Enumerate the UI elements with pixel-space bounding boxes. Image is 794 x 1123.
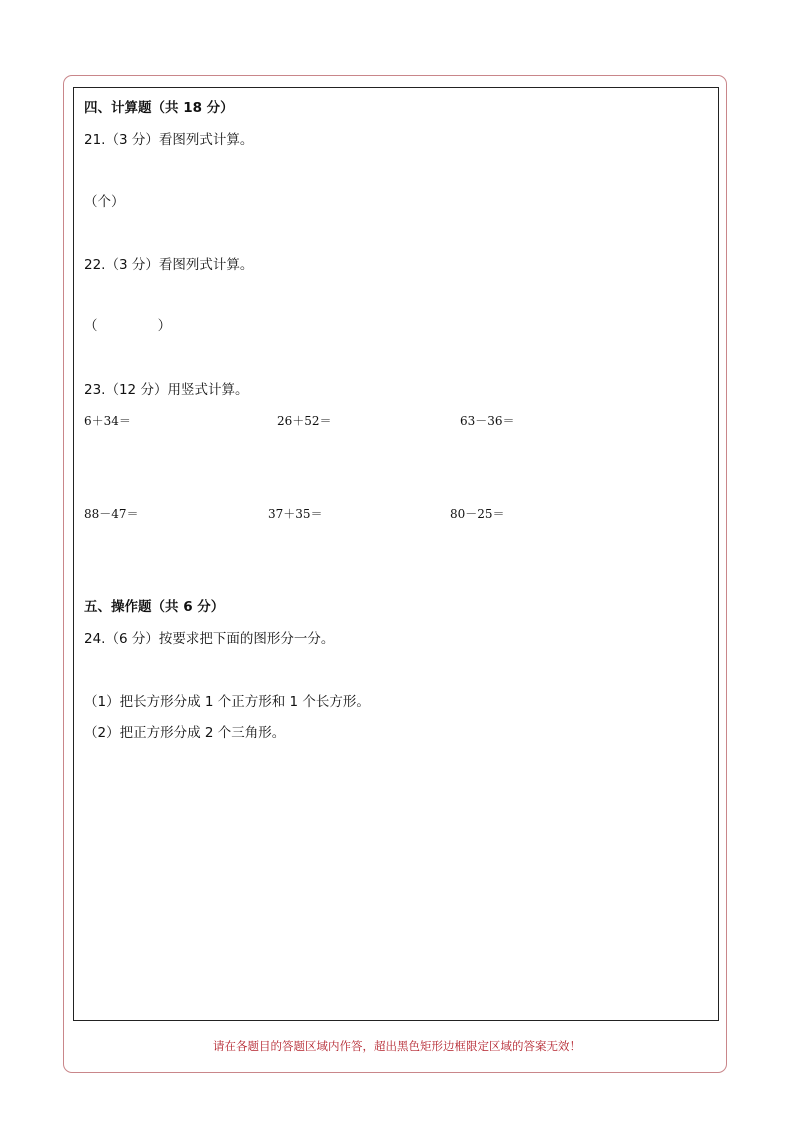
question-22: 22.（3 分）看图列式计算。 [84, 257, 254, 273]
question-21: 21.（3 分）看图列式计算。 [84, 132, 254, 148]
equation-4: 88－47＝ [84, 507, 139, 521]
question-24-task-2: （2）把正方形分成 2 个三角形。 [84, 725, 286, 741]
equation-5: 37＋35＝ [268, 507, 323, 521]
answer-area-box [73, 87, 719, 1021]
question-24-task-1: （1）把长方形分成 1 个正方形和 1 个长方形。 [84, 694, 370, 710]
section-4-heading: 四、计算题（共 18 分） [84, 100, 234, 116]
equation-3: 63－36＝ [460, 414, 515, 428]
equation-6: 80－25＝ [450, 507, 505, 521]
equation-2: 26＋52＝ [277, 414, 332, 428]
question-23: 23.（12 分）用竖式计算。 [84, 382, 249, 398]
question-21-answer-unit: （个） [84, 194, 125, 210]
equation-1: 6＋34＝ [84, 414, 131, 428]
question-24: 24.（6 分）按要求把下面的图形分一分。 [84, 631, 335, 647]
question-22-answer-blank: （ ） [84, 318, 172, 334]
section-5-heading: 五、操作题（共 6 分） [84, 599, 225, 615]
footer-warning: 请在各题目的答题区域内作答，超出黑色矩形边框限定区域的答案无效！ [213, 1039, 581, 1053]
